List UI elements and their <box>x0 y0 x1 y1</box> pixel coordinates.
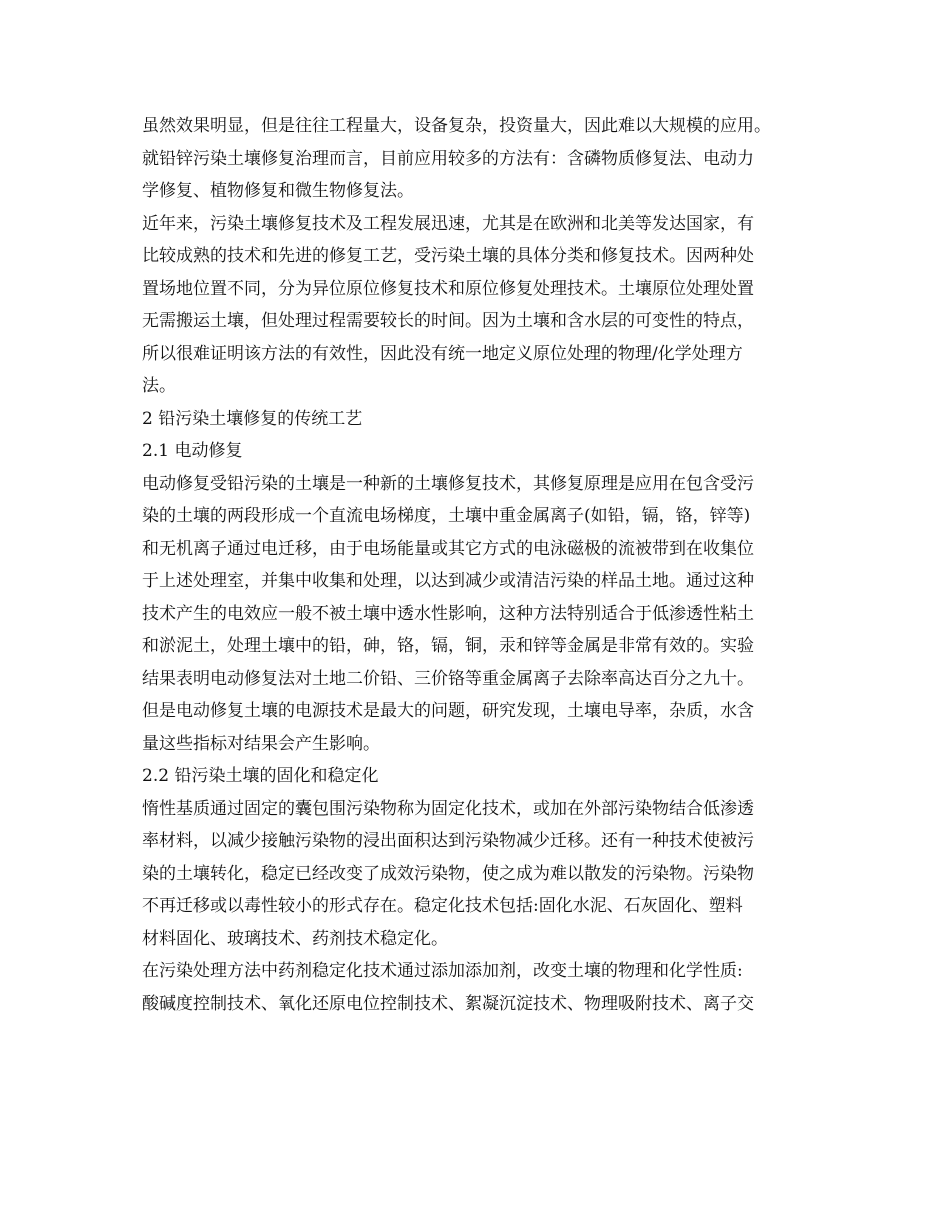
section-heading-2: 2 铅污染土壤修复的传统工艺 <box>142 408 363 429</box>
text-line: 法。 <box>142 376 176 396</box>
text-line: 不再迁移或以毒性较小的形式存在。稳定化技术包括:固化水泥、石灰固化、塑料 <box>142 896 743 916</box>
text-line: 和淤泥土，处理土壤中的铅，砷，铬，镉，铜，汞和锌等金属是非常有效的。实验 <box>142 636 754 656</box>
paragraph-solidification <box>142 793 822 956</box>
document-page <box>142 110 822 1020</box>
text-line: 和无机离子通过电迁移，由于电场能量或其它方式的电泳磁极的流被带到在收集位 <box>142 538 754 559</box>
text-line: 率材料，以减少接触污染物的浸出面积达到污染物减少迁移。还有一种技术使被污 <box>142 831 754 851</box>
text-line: 染的土壤的两段形成一个直流电场梯度，土壤中重金属离子(如铅，镉，铬，锌等) <box>142 506 751 526</box>
text-line: 无需搬运土壤，但处理过程需要较长的时间。因为土壤和含水层的可变性的特点， <box>142 311 754 331</box>
text-line: 技术产生的电效应一般不被土壤中透水性影响，这种方法特别适合于低渗透性粘土 <box>142 603 754 624</box>
text-line: 比较成熟的技术和先进的修复工艺，受污染土壤的具体分类和修复技术。因两种处 <box>142 246 754 266</box>
text-line: 置场地位置不同，分为异位原位修复技术和原位修复处理技术。土壤原位处理处置 <box>142 278 754 299</box>
paragraph-electrokinetic <box>142 468 822 761</box>
text-line: 染的土壤转化，稳定已经改变了成效污染物，使之成为难以散发的污染物。污染物 <box>142 863 754 884</box>
text-line: 在污染处理方法中药剂稳定化技术通过添加添加剂，改变土壤的物理和化学性质: <box>142 961 743 981</box>
text-line: 材料固化、玻璃技术、药剂技术稳定化。 <box>142 928 448 949</box>
text-line: 结果表明电动修复法对土地二价铅、三价铬等重金属离子去除率高达百分之九十。 <box>142 668 754 689</box>
section-heading-2-2: 2.2 铅污染土壤的固化和稳定化 <box>142 766 379 786</box>
text-line: 所以很难证明该方法的有效性，因此没有统一地定义原位处理的物理/化学处理方 <box>142 343 743 364</box>
paragraph-remediation-overview <box>142 110 822 208</box>
text-line: 于上述处理室，并集中收集和处理，以达到减少或清洁污染的样品土地。通过这种 <box>142 571 754 591</box>
section-heading-2-1: 2.1 电动修复 <box>142 441 243 461</box>
text-line: 酸碱度控制技术、氧化还原电位控制技术、絮凝沉淀技术、物理吸附技术、离子交 <box>142 993 754 1014</box>
text-line: 电动修复受铅污染的土壤是一种新的土壤修复技术，其修复原理是应用在包含受污 <box>142 473 754 494</box>
text-line: 学修复、植物修复和微生物修复法。 <box>142 181 414 201</box>
text-line: 就铅锌污染土壤修复治理而言，目前应用较多的方法有：含磷物质修复法、电动力 <box>142 148 754 169</box>
paragraph-chemical-stabilization <box>142 955 822 1020</box>
text-line: 虽然效果明显，但是往往工程量大，设备复杂，投资量大，因此难以大规模的应用。 <box>142 116 771 136</box>
paragraph-recent-development <box>142 208 822 403</box>
text-line: 惰性基质通过固定的囊包围污染物称为固定化技术，或加在外部污染物结合低渗透 <box>142 798 754 819</box>
text-line: 近年来，污染土壤修复技术及工程发展迅速，尤其是在欧洲和北美等发达国家，有 <box>142 213 754 234</box>
text-line: 量这些指标对结果会产生影响。 <box>142 733 380 754</box>
text-line: 但是电动修复土壤的电源技术是最大的问题，研究发现，土壤电导率，杂质，水含 <box>142 701 754 721</box>
